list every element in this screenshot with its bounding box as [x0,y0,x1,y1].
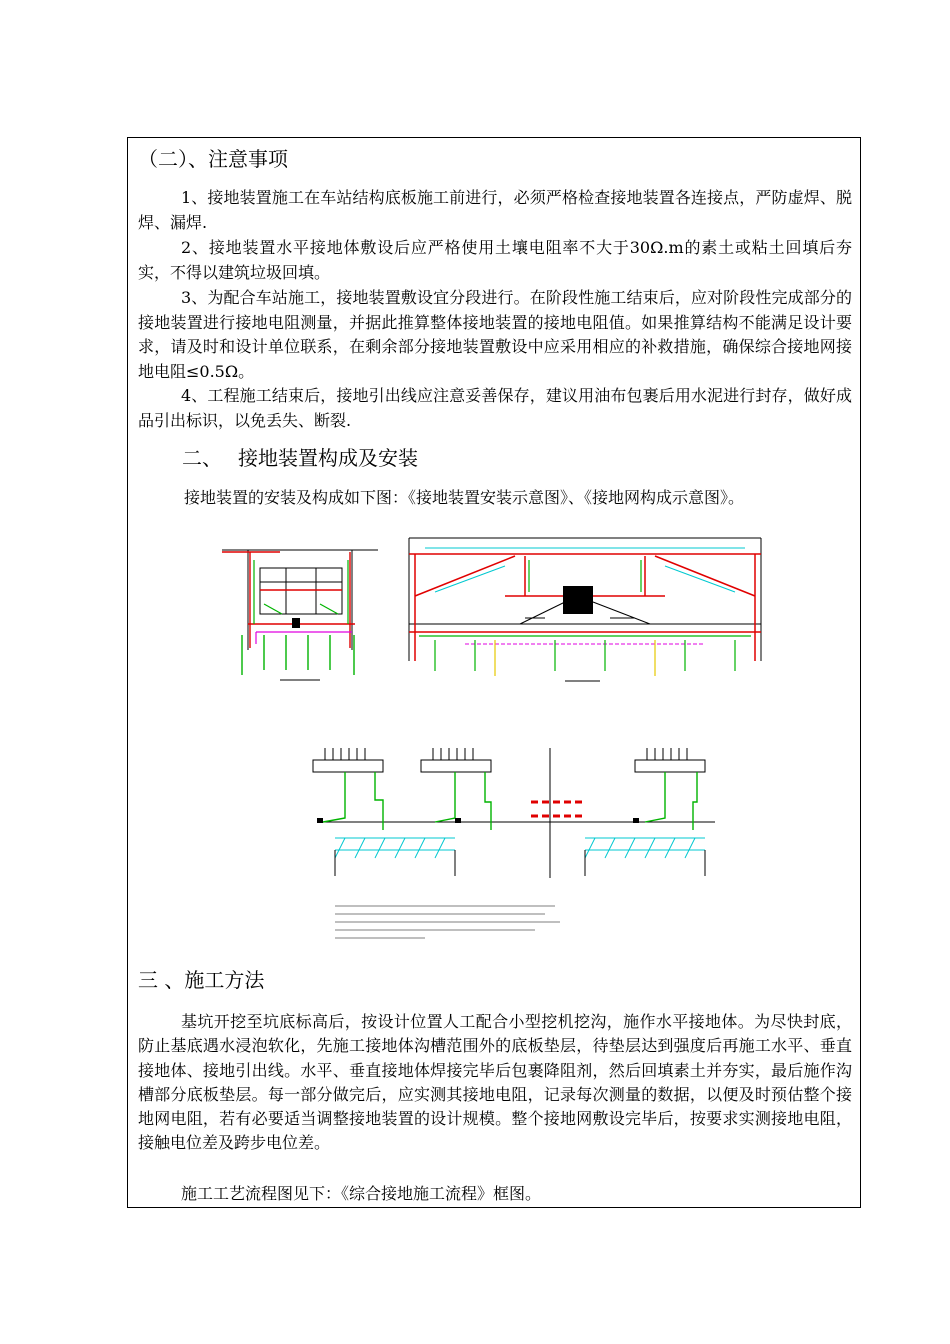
section-three-flow: 施工工艺流程图见下：《综合接地施工流程》框图。 [181,1184,542,1203]
note-item-4: 4、工程施工结束后，接地引出线应注意妥善保存，建议用油布包裹后用水泥进行封存，做好成品引出标识，以免丢失、断裂. [138,386,852,430]
note-item-3: 3、为配合车站施工，接地装置敷设宜分段进行。在阶段性施工结束后，应对阶段性完成部分的接地装置进行接地电阻测量，并据此推算整体接地装置的接地电阻值。如果推算结构不能满足设计要求，请及时和设计单位联系，在剩余部分接地装置敷设中应采用相应的补救措施，确保综合接地网接地电阻≤0.5Ω。 [138,288,852,381]
section-two-number: 二、 [182,446,222,470]
section-three-body: 基坑开挖至坑底标高后，按设计位置人工配合小型挖机挖沟，施作水平接地体。为尽快封底，防止基底遇水浸泡软化，先施工接地体沟槽范围外的底板垫层，待垫层达到强度后再施工水平、垂直接地体、接地引出线。水平、垂直接地体焊接完毕后包裹降阻剂，然后回填素土并夯实，最后施作沟槽部分底板垫层。每一部分做完后，应实测其接地电阻，记录每次测量的数据，以便及时预估整个接地网电阻，若有必要适当调整接地装置的设计规模。整个接地网敷设完毕后，按要求实测接地电阻，接触电位差及跨步电位差。 [138,1012,852,1153]
installation-diagram-section [405,536,765,686]
section-three-title: 三 、施工方法 [138,968,265,992]
section-two-title: 接地装置构成及安装 [238,446,418,470]
grounding-network-diagram [305,738,725,948]
note-item-2: 2、接地装置水平接地体敷设后应严格使用土壤电阻率不大于30Ω.m的素土或粘土回填后夯实，不得以建筑垃圾回填。 [138,238,852,282]
note-item-1: 1、接地装置施工在车站结构底板施工前进行，必须严格检查接地装置各连接点，严防虚焊、脱焊、漏焊. [138,188,852,232]
installation-diagram-left [220,540,380,685]
notes-title: （二）、注意事项 [138,147,288,171]
section-two-intro: 接地装置的安装及构成如下图：《接地装置安装示意图》、《接地网构成示意图》。 [184,488,745,507]
